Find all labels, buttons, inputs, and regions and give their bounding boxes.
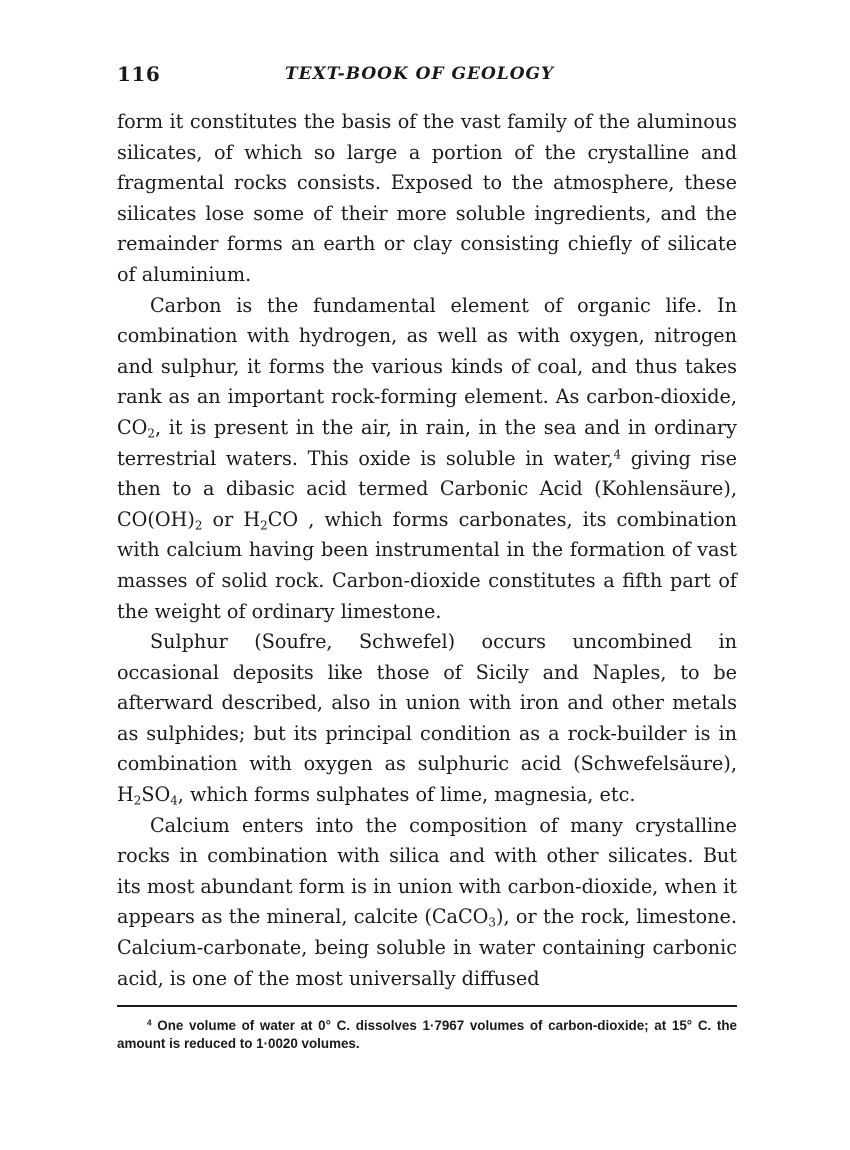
text-run: SO <box>141 783 171 807</box>
paragraph-calcium <box>117 811 737 995</box>
footnote-reference: 4 <box>613 446 622 461</box>
text-run: Calcium enters into the composition of many crystalline rocks in combination with silica and with other silicates. But its most abundant form is in union with carbon-dioxide, when it appears as the mineral, calcite (CaCO <box>117 813 737 929</box>
page-header <box>117 60 737 96</box>
footnote-marker: 4 <box>147 1017 152 1028</box>
paragraph-carbon <box>117 291 737 628</box>
text-run: or H <box>202 507 261 531</box>
subscript: 4 <box>170 793 178 808</box>
body-text <box>117 107 737 994</box>
subscript: 2 <box>147 426 155 441</box>
footnote <box>117 1017 737 1053</box>
subscript: 3 <box>488 916 496 930</box>
subscript: 2 <box>133 793 142 808</box>
text-run: giving rise then to a dibasic acid termed Carbonic Acid (Kohlensäure), CO(OH) <box>117 446 737 531</box>
text-run: ), or the rock, limestone. Calcium-carbonate, being soluble in water containing carbonic acid, is one of the most universally diffused <box>117 905 738 990</box>
subscript: 2 <box>260 518 268 533</box>
text-run: Sulphur (Soufre, Schwefel) occurs uncombined in occasional deposits like those of Sicily and Naples, to be afterward described, also in union with iron and other metals as sulphides; but its principal condition as a rock-builder is in combination with oxygen as sulphuric acid (Schwefelsäure), H <box>117 630 737 807</box>
page-number: 116 <box>117 62 161 86</box>
footnote-text: One volume of water at 0° C. dissolves 1·7967 volumes of carbon-dioxide; at 15° C. the amount is reduced to 1·0020 volumes. <box>117 1018 737 1052</box>
paragraph-aluminous-silicates: form it constitutes the basis of the vast family of the aluminous silicates, of which so large a portion of the crystalline and fragmental rocks consists. Exposed to the atmosphere, these silicates lose some of their more soluble ingredients, and the remainder forms an earth or clay consisting chiefly of silicate of aluminium. <box>117 110 737 286</box>
subscript: 2 <box>194 518 203 533</box>
text-run: CO , which forms carbonates, its combination with calcium having been instrumental in the formation of vast masses of solid rock. Carbon-dioxide constitutes a fifth part of the weight of ordinary limestone. <box>117 507 738 623</box>
book-page <box>117 60 737 1053</box>
paragraph-sulphur <box>117 627 737 811</box>
text-run: Carbon is the fundamental element of organic life. In combination with hydrogen, as well as with oxygen, nitrogen and sulphur, it forms the various kinds of coal, and thus takes rank as an important rock-forming element. As carbon-dioxide, CO <box>117 293 737 439</box>
footnote-divider <box>117 1005 737 1007</box>
running-title: TEXT-BOOK OF GEOLOGY <box>285 64 555 84</box>
text-run: , it is present in the air, in rain, in the sea and in ordinary terrestrial waters. This oxide is soluble in water, <box>117 415 737 470</box>
text-run: , which forms sulphates of lime, magnesia, etc. <box>177 783 636 807</box>
